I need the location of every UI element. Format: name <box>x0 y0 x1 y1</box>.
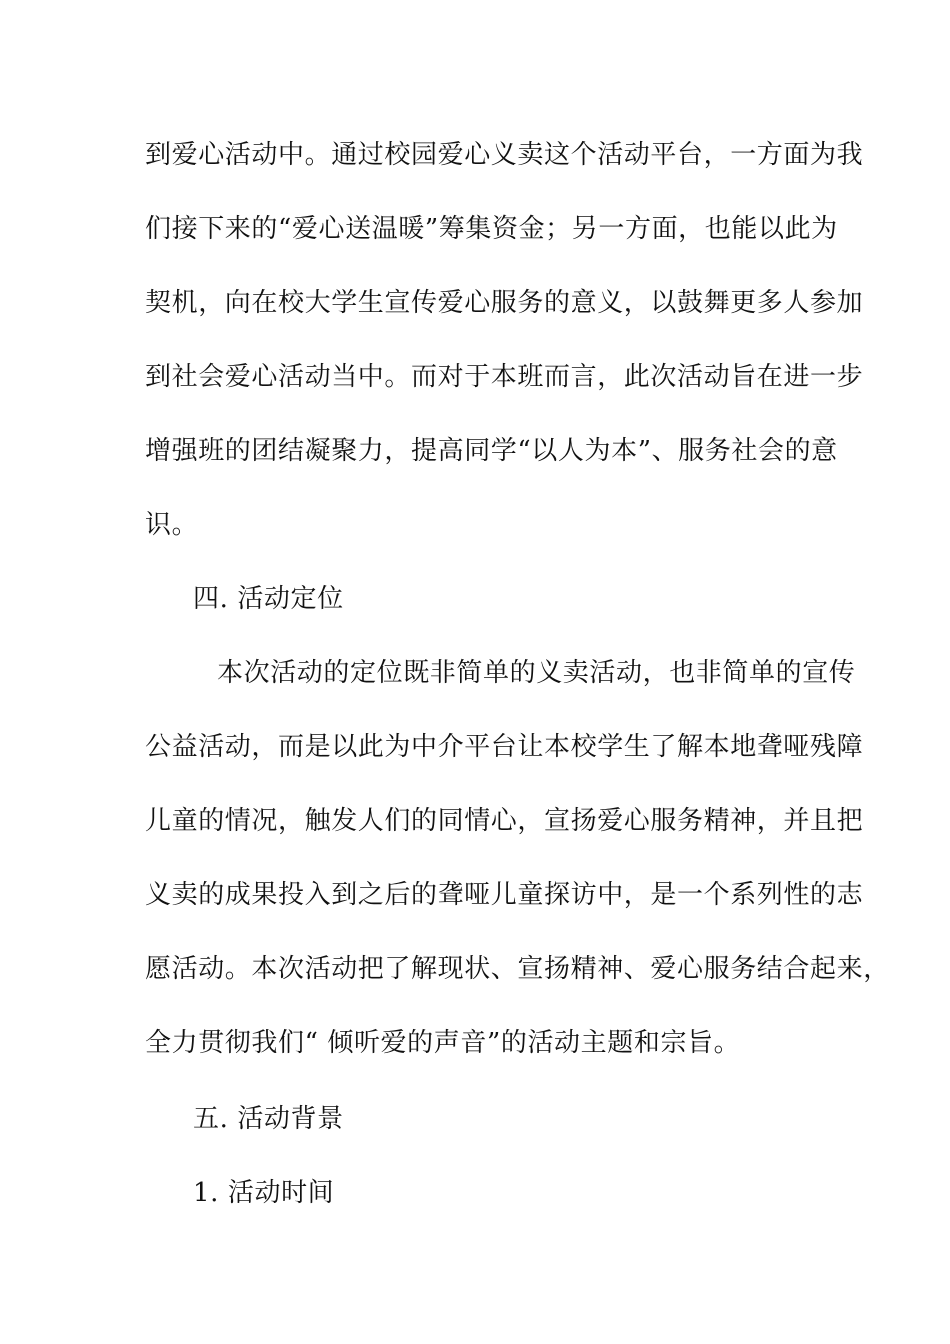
section-heading-background: 五. 活动背景 <box>193 1104 344 1134</box>
section-heading-positioning: 四. 活动定位 <box>193 584 344 614</box>
subsection-heading-time: 1. 活动时间 <box>193 1178 335 1208</box>
paragraph-line: 公益活动，而是以此为中介平台让本校学生了解本地聋哑残障 <box>145 732 864 762</box>
paragraph-line: 愿活动。本次活动把了解现状、宣扬精神、爱心服务结合起来， <box>145 954 890 984</box>
paragraph-line: 识。 <box>145 510 199 540</box>
paragraph-line: 儿童的情况，触发人们的同情心，宣扬爱心服务精神，并且把 <box>145 806 864 836</box>
paragraph-line: 本次活动的定位既非简单的义卖活动，也非简单的宣传 <box>217 658 856 688</box>
paragraph-line: 义卖的成果投入到之后的聋哑儿童探访中，是一个系列性的志 <box>145 880 864 910</box>
paragraph-line: 到爱心活动中。通过校园爱心义卖这个活动平台，一方面为我 <box>145 140 864 170</box>
paragraph-line: 们接下来的“爱心送温暖”筹集资金；另一方面，也能以此为 <box>145 214 838 244</box>
paragraph-line: 全力贯彻我们“ 倾听爱的声音”的活动主题和宗旨。 <box>145 1028 741 1058</box>
paragraph-line: 到社会爱心活动当中。而对于本班而言，此次活动旨在进一步 <box>145 362 864 392</box>
paragraph-line: 增强班的团结凝聚力，提高同学“以人为本”、服务社会的意 <box>145 436 838 466</box>
paragraph-line: 契机，向在校大学生宣传爱心服务的意义，以鼓舞更多人参加 <box>145 288 864 318</box>
